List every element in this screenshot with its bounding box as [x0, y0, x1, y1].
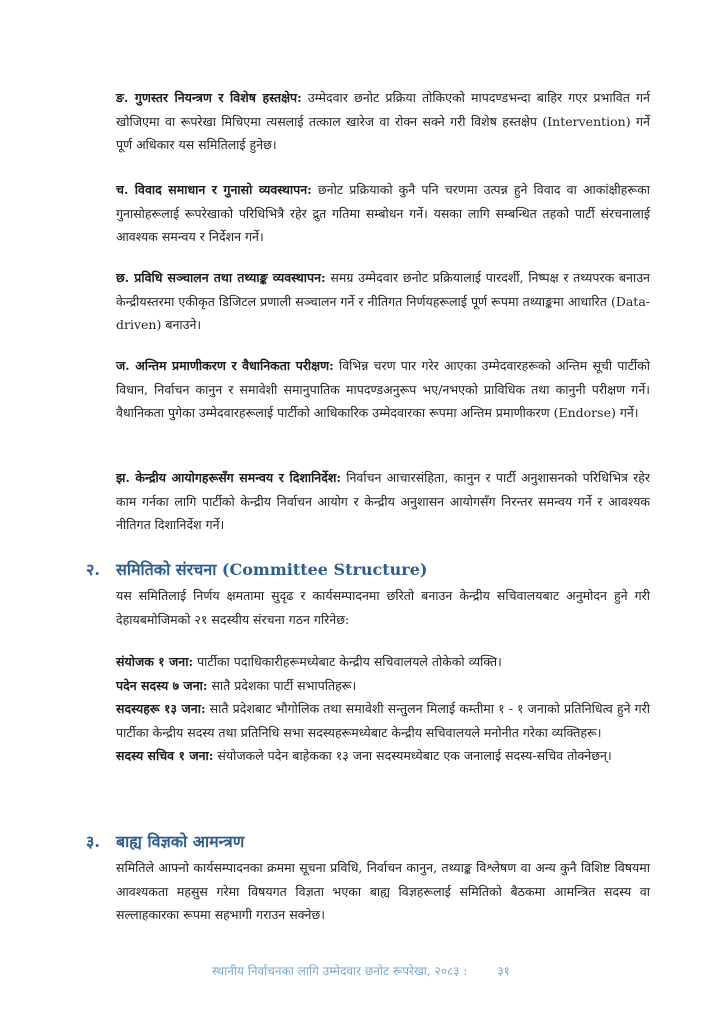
clause-chha-text: समग्र उम्मेदवार छनोट प्रक्रियालाई पारदर्शी, निष्पक्ष र तथ्यपरक बनाउन केन्द्रीयस्तरमा एकीकृत डिजिटल प्रणाली सञ्चालन गर्ने र नीतिगत निर्णयहरूलाई पूर्ण रूपमा तथ्याङ्कमा आधारित (Data-driven) बनाउने।: [116, 270, 650, 332]
member-list: [116, 650, 650, 768]
clause-na-label: ङ. गुणस्तर नियन्त्रण र विशेष हस्तक्षेप:: [116, 90, 302, 105]
member-ex-officio-text: सातै प्रदेशका पार्टी सभापतिहरू।: [211, 677, 357, 693]
member-convener-label: संयोजक १ जना:: [116, 654, 194, 669]
member-secretary-label: सदस्य सचिव १ जना:: [116, 748, 214, 763]
clause-cha: [116, 178, 650, 249]
clause-ja-text: विभिन्न चरण पार गरेर आएका उम्मेदवारहरूको अन्तिम सूची पार्टीको विधान, निर्वाचन कानुन र समावेशी समानुपातिक मापदण्डअनुरूप भए/नभएको प्राविधिक तथा कानुनी परीक्षण गर्ने। वैधानिकता पुगेका उम्मेदवारहरूलाई पार्टीको आधिकारिक उम्मेदवारका रूपमा अन्तिम प्रमाणीकरण (Endorse) गर्ने।: [116, 358, 650, 420]
member-secretary: [116, 744, 650, 768]
clause-na: [116, 86, 650, 157]
section-2-title: समितिको संरचना (Committee Structure): [116, 560, 428, 579]
clause-cha-text: छनोट प्रक्रियाको कुनै पनि चरणमा उत्पन्न हुने विवाद वा आकांक्षीहरूका गुनासोहरूलाई रूपरेखाको परिधिभित्रै रहेर द्रुत गतिमा सम्बोधन गर्ने। यसका लागि सम्बन्धित तहको पार्टी संरचनालाई आवश्यक समन्वय र निर्देशन गर्ने।: [116, 182, 650, 244]
member-members: [116, 697, 650, 744]
member-secretary-text: संयोजकले पदेन बाहेकका १३ जना सदस्यमध्येबाट एक जनालाई सदस्य-सचिव तोक्नेछन्।: [217, 748, 612, 763]
clause-na-text: उम्मेदवार छनोट प्रक्रिया तोकिएको मापदण्डभन्दा बाहिर गएर प्रभावित गर्न खोजिएमा वा रूपरेखा मिचिएमा त्यसलाई तत्काल खारेज वा रोक्न सक्ने गरी विशेष हस्तक्षेप (Intervention) गर्ने पूर्ण अधिकार यस समितिलाई हुनेछ।: [116, 90, 650, 152]
member-ex-officio: [116, 674, 650, 698]
member-members-text: सातै प्रदेशबाट भौगोलिक तथा समावेशी सन्तुलन मिलाई कम्तीमा १ - १ जनाको प्रतिनिधित्व हुने गरी पार्टीका केन्द्रीय सदस्य तथा प्रतिनिधि सभा सदस्यहरूमध्येबाट केन्द्रीय सचिवालयले मनोनीत गरेका व्यक्तिहरू।: [116, 701, 650, 740]
member-convener-text: पार्टीका पदाधिकारीहरूमध्येबाट केन्द्रीय सचिवालयले तोकेको व्यक्ति।: [197, 654, 502, 669]
section-3-body: [116, 856, 650, 927]
section-2-intro-text: यस समितिलाई निर्णय क्षमतामा सुदृढ र कार्यसम्पादनमा छरितो बनाउन केन्द्रीय सचिवालयबाट अनुमोदन हुने गरी देहायबमोजिमको २१ सदस्यीय संरचना गठन गरिनेछ:: [116, 588, 650, 627]
section-3-text: समितिले आफ्नो कार्यसम्पादनका क्रममा सूचना प्रविधि, निर्वाचन कानुन, तथ्याङ्क विश्लेषण वा अन्य कुनै विशिष्ट विषयमा आवश्यकता महसुस गरेमा विषयगत विज्ञता भएका बाह्य विज्ञहरूलाई समितिको बैठकमा आमन्त्रित सदस्य वा सल्लाहकारका रूपमा सहभागी गराउन सक्नेछ।: [116, 860, 650, 922]
clause-chha-label: छ. प्रविधि सञ्चालन तथा तथ्याङ्क व्यवस्थापन:: [116, 270, 326, 285]
section-3-title: बाह्य विज्ञको आमन्त्रण: [116, 832, 245, 851]
clause-cha-label: च. विवाद समाधान र गुनासो व्यवस्थापन:: [116, 182, 312, 197]
section-3-number: ३.: [86, 832, 100, 851]
section-2-heading: [86, 558, 428, 580]
clause-ja-label: ज. अन्तिम प्रमाणीकरण र वैधानिकता परीक्षण:: [116, 358, 334, 373]
section-3-heading: [86, 830, 244, 852]
section-2-number: २.: [86, 560, 100, 579]
clause-jha: [116, 466, 650, 537]
member-members-label: सदस्यहरू १३ जना:: [116, 701, 206, 716]
clause-jha-label: झ. केन्द्रीय आयोगहरूसँग समन्वय र दिशानिर्देश:: [116, 470, 341, 485]
member-convener: [116, 650, 650, 674]
member-ex-officio-label: पदेन सदस्य ७ जना:: [116, 677, 208, 693]
clause-jha-text: निर्वाचन आचारसंहिता, कानुन र पार्टी अनुशासनको परिधिभित्र रहेर काम गर्नका लागि पार्टीको केन्द्रीय निर्वाचन आयोग र केन्द्रीय अनुशासन आयोगसँग निरन्तर समन्वय गर्ने र आवश्यक नीतिगत दिशानिर्देश गर्ने।: [116, 470, 650, 532]
page-number: ३१: [497, 964, 510, 978]
page-footer: [212, 962, 510, 979]
clause-chha: [116, 266, 650, 337]
footer-title: स्थानीय निर्वाचनका लागि उम्मेदवार छनोट रूपरेखा, २०८३ :: [212, 964, 468, 978]
section-2-intro: [116, 584, 650, 631]
clause-ja: [116, 354, 650, 425]
